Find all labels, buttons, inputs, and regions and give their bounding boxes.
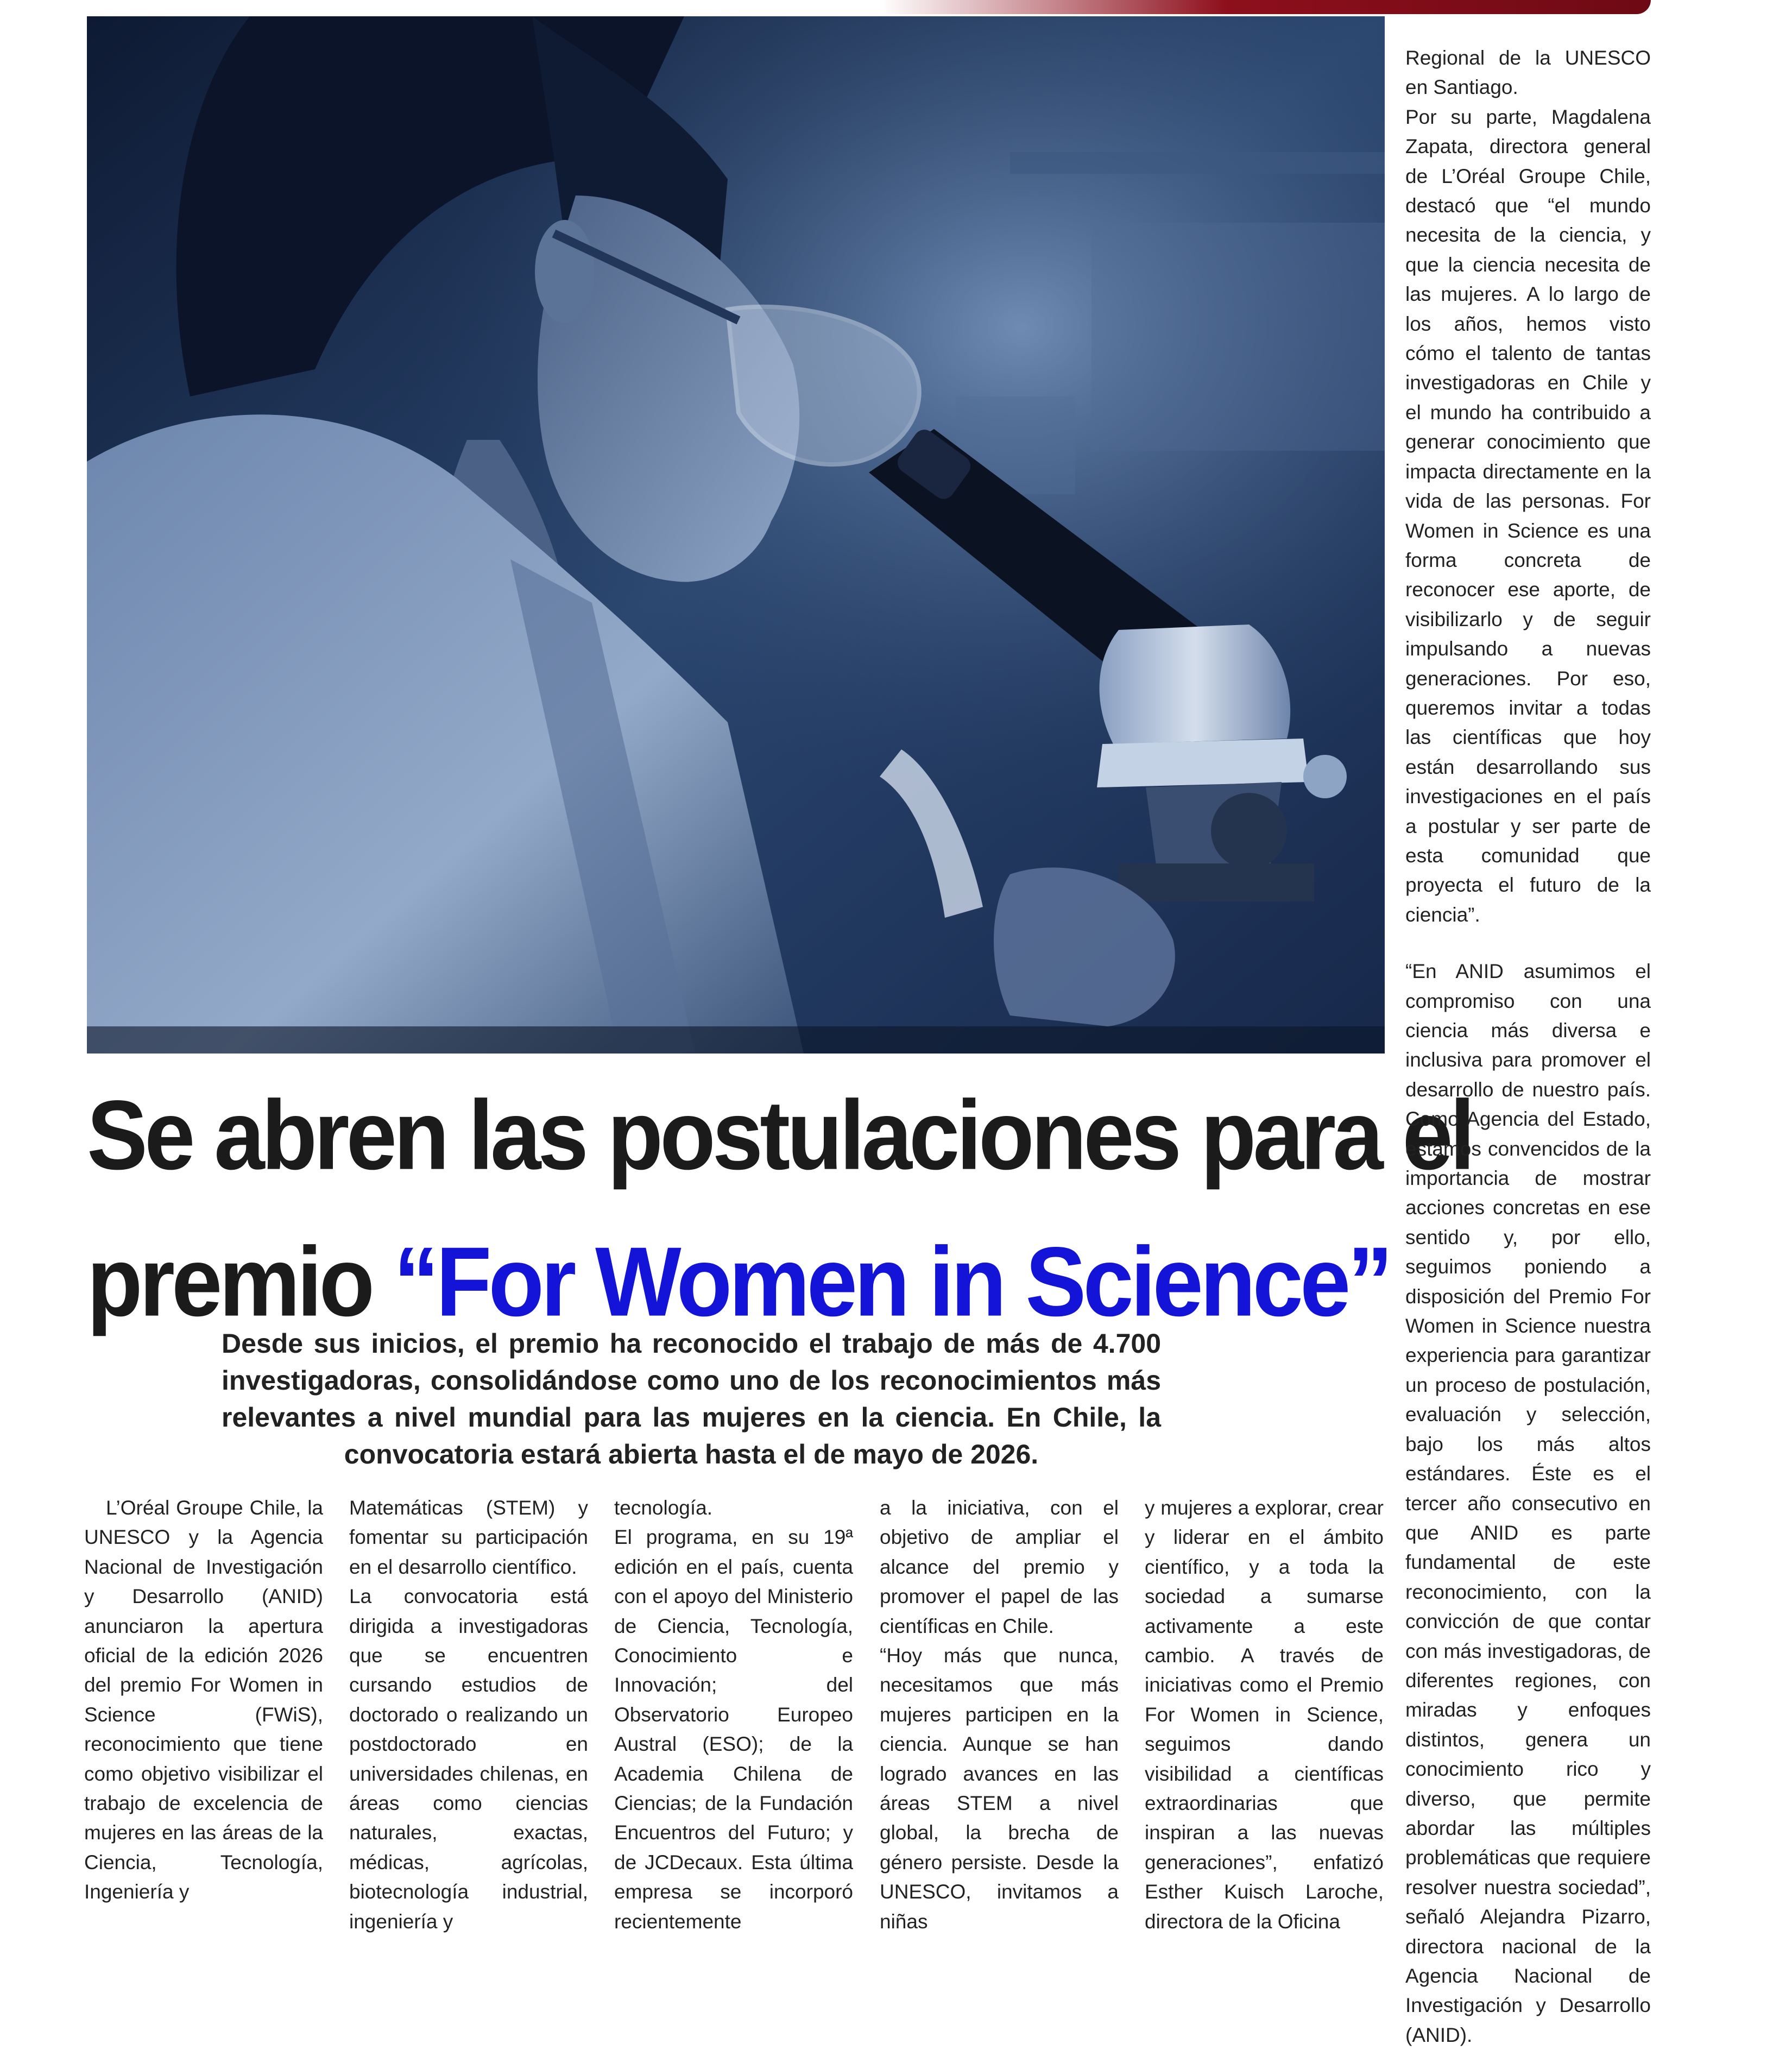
body-column-right [1405, 43, 1651, 2050]
body-column-5 [1145, 1493, 1384, 1937]
body-paragraph: Regional de la UNESCO en Santiago. [1405, 47, 1651, 99]
article-headline [87, 1062, 1472, 1355]
headline-line-1: Se abren las postulaciones para el [87, 1080, 1472, 1190]
body-column-4 [880, 1493, 1119, 1937]
article-photo [87, 16, 1385, 1054]
body-paragraph: L’Oréal Groupe Chile, la UNESCO y la Agencia Nacional de Investigación y Desarrollo (ANID) anunciaron la apertura oficial de la edición 2026 del premio For Women in Science (FWiS), reconocimiento que tiene como objetivo visibilizar el trabajo de excelencia de mujeres en las áreas de la Ciencia, Tecnología, Ingeniería y [84, 1497, 323, 1903]
body-paragraph: “En ANID asumimos el compromiso con una ciencia más diversa e inclusiva para promover el desarrollo de nuestro país. Como Agencia del Estado, estamos convencidos de la importancia de mostrar acciones concretas en ese sentido y, por ello, seguimos poniendo a disposición del Premio For Women in Science nuestra experiencia para garantizar un proceso de postulación, evaluación y selección, bajo los más altos estándares. Éste es el tercer año consecutivo en que ANID es parte fundamental de este reconocimiento, con la convicción de que contar con más investigadoras, de diferentes regiones, con miradas y enfoques distintos, genera un conocimiento rico y diverso, que permite abordar las múltiples problemáticas que requiere resolver nuestra sociedad”, señaló Alejandra Pizarro, directora nacional de la Agencia Nacional de Investigación y Desarrollo (ANID). [1405, 960, 1651, 2046]
article-deck: Desde sus inicios, el premio ha reconocido el trabajo de más de 4.700 investigadoras, consolidándose como uno de los reconocimientos más relevantes a nivel mundial para las mujeres en la ciencia. En Chile, la convocatoria estará abierta hasta el de mayo de 2026. [222, 1328, 1161, 1469]
body-paragraph: tecnología. [614, 1497, 713, 1519]
scientist-microscope-illustration [87, 16, 1385, 1054]
headline-prefix: premio [87, 1226, 394, 1337]
headline-highlight: “For Women in Science” [393, 1226, 1390, 1337]
body-column-2 [349, 1493, 588, 1937]
body-paragraph: y mujeres a explorar, crear y liderar en el ámbito científico, y a toda la sociedad a sumarse activamente a este cambio. A través de iniciativas como el Premio For Women in Science, seguimos dando visibilidad a científicas extraordinarias que inspiran a las nuevas generaciones”, enfatizó Esther Kuisch Laroche, directora de la Oficina [1145, 1497, 1384, 1933]
body-paragraph: Matemáticas (STEM) y fomentar su participación en el desarrollo científico. [349, 1497, 588, 1578]
body-paragraph: “Hoy más que nunca, necesitamos que más mujeres participen en la ciencia. Aunque se han logrado avances en las áreas STEM a nivel global, la brecha de género persiste. Desde la UNESCO, invitamos a niñas [880, 1644, 1119, 1933]
body-column-3 [614, 1493, 853, 1937]
body-paragraph: a la iniciativa, con el objetivo de ampliar el alcance del premio y promover el papel de las científicas en Chile. [880, 1497, 1119, 1637]
header-accent-bar [880, 0, 1651, 14]
body-paragraph: El programa, en su 19ª edición en el país, cuenta con el apoyo del Ministerio de Ciencia, Tecnología, Conocimiento e Innovación; del Observatorio Europeo Austral (ESO); de la Academia Chilena de Ciencias; de la Fundación Encuentros del Futuro; y de JCDecaux. Esta última empresa se incorporó recientemente [614, 1526, 853, 1933]
body-paragraph: Por su parte, Magdalena Zapata, directora general de L’Oréal Groupe Chile, destacó que “el mundo necesita de la ciencia, y que la ciencia necesita de las mujeres. A lo largo de los años, hemos visto cómo el talento de tantas investigadoras en Chile y el mundo ha contribuido a generar conocimiento que impacta directamente en la vida de las personas. For Women in Science es una forma concreta de reconocer ese aporte, de visibilizarlo y de seguir impulsando a nuevas generaciones. Por eso, queremos invitar a todas las científicas que hoy están desarrollando sus investigaciones en el país a postular y ser parte de esta comunidad que proyecta el futuro de la ciencia”. [1405, 105, 1651, 926]
body-column-1 [84, 1493, 323, 1907]
body-paragraph: La convocatoria está dirigida a investigadoras que se encuentren cursando estudios de doctorado o realizando un postdoctorado en universidades chilenas, en áreas como ciencias naturales, exactas, médicas, agrícolas, biotecnología industrial, ingeniería y [349, 1585, 588, 1933]
